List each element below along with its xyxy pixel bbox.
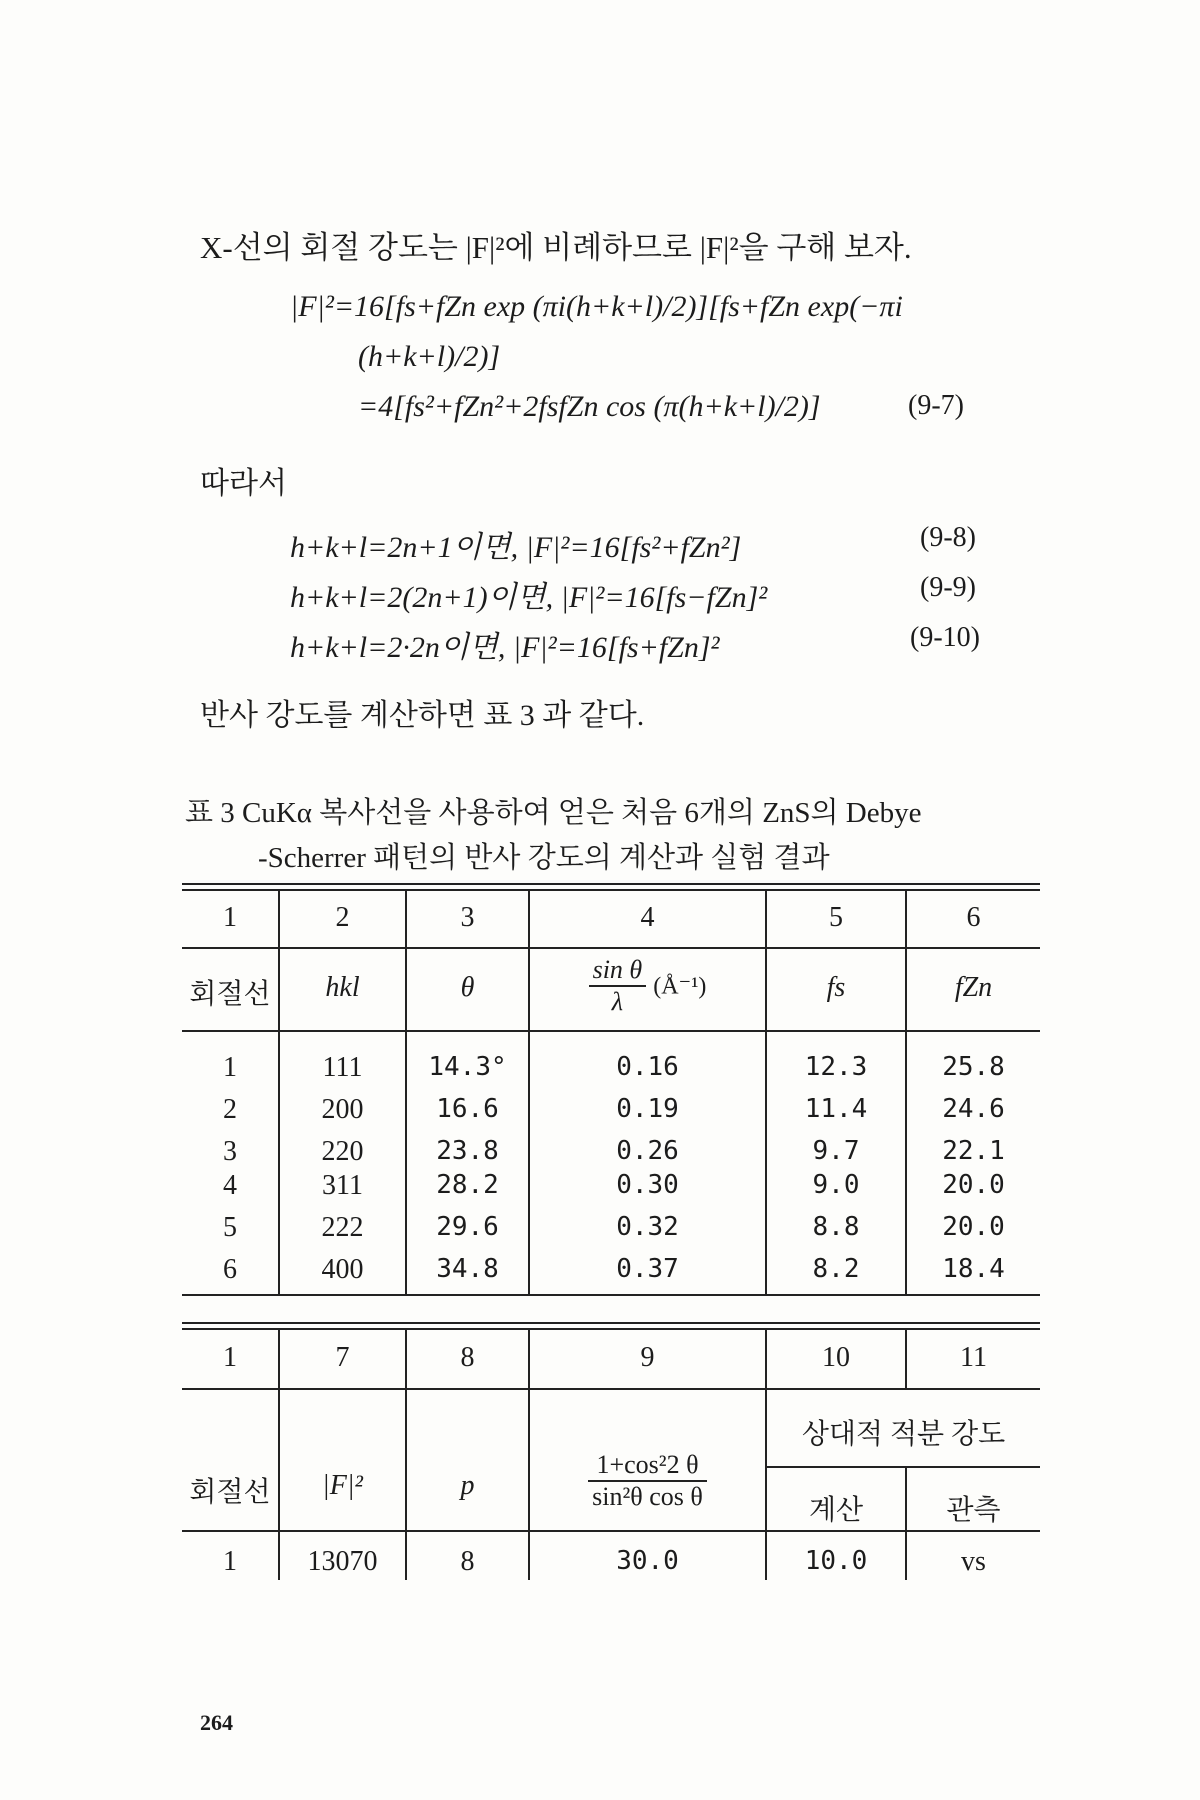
header-relative-integrated-intensity: 상대적 적분 강도 — [801, 1419, 1006, 1450]
table-1-cell: 11.4 — [804, 1094, 868, 1124]
intro-text: X-선의 회절 강도는 |F|²에 비례하므로 |F|²을 구해 보자. — [200, 230, 912, 265]
table-1-cell: 34.8 — [436, 1254, 499, 1284]
frac-numerator: 1+cos²2 θ — [588, 1450, 707, 1482]
table-1-cell: 0.19 — [616, 1094, 679, 1124]
table-1-cell: 25.8 — [942, 1052, 1005, 1082]
col-number: 6 — [966, 902, 981, 933]
table-2-cell: 30.0 — [616, 1546, 679, 1576]
table-2-cell: 1 — [223, 1546, 237, 1577]
frac-unit: (Å⁻¹) — [653, 973, 707, 1000]
table-1-cell: 28.2 — [436, 1170, 499, 1200]
col-number: 4 — [640, 902, 655, 933]
equation-number: (9-10) — [910, 622, 980, 653]
col-number: 8 — [460, 1342, 475, 1373]
table-1-cell: 311 — [322, 1170, 363, 1201]
equation-number-9-7: (9-7) — [908, 390, 964, 421]
therefore-text: 따라서 — [200, 467, 287, 500]
frac-denominator: λ — [611, 987, 624, 1016]
case-equation: h+k+l=2n+1이면, |F|²=16[fs²+fZn²] — [290, 531, 742, 564]
col-number: 11 — [960, 1342, 987, 1373]
table-1-cell: 18.4 — [942, 1254, 1005, 1284]
header-lorentz-polarization — [530, 1450, 765, 1512]
table-1-cell: 0.32 — [616, 1212, 679, 1242]
table-caption-line-1: 표 3 CuKα 복사선을 사용하여 얻은 처음 6개의 ZnS의 Debye — [185, 797, 922, 829]
equation-line-2: (h+k+l)/2)] — [358, 340, 501, 373]
table-2-cell: 13070 — [307, 1546, 378, 1577]
table-1-cell: 29.6 — [436, 1212, 499, 1242]
equation-number: (9-8) — [920, 522, 976, 553]
table-1-cell: 222 — [321, 1212, 364, 1243]
table-1-cell: 20.0 — [942, 1170, 1005, 1200]
table-2-cell: vs — [961, 1546, 986, 1577]
equation-line-1: |F|²=16[fs+fZn exp (πi(h+k+l)/2)][fs+fZn exp(−πi — [290, 290, 903, 323]
table-1-cell: 0.37 — [616, 1254, 679, 1284]
table-1-cell: 9.7 — [812, 1136, 860, 1166]
table-1-cell: 0.26 — [616, 1136, 679, 1166]
col-number: 1 — [223, 902, 237, 933]
table-1-cell: 400 — [321, 1254, 364, 1285]
page-number: 264 — [200, 1710, 233, 1735]
table-1-cell: 3 — [223, 1136, 237, 1167]
header-sin-theta-over-lambda — [530, 955, 765, 1017]
col-number: 1 — [223, 1342, 237, 1373]
col-number: 7 — [335, 1342, 350, 1373]
table-1-cell: 0.16 — [616, 1052, 679, 1082]
col-number: 9 — [640, 1342, 655, 1373]
col-number: 2 — [335, 902, 350, 933]
after-cases-text: 반사 강도를 계산하면 표 3 과 같다. — [200, 699, 645, 732]
header-hkl: hkl — [325, 972, 360, 1003]
table-1-cell: 8.8 — [812, 1212, 860, 1242]
table-1-cell: 20.0 — [942, 1212, 1005, 1242]
table-1-cell: 200 — [321, 1094, 364, 1125]
case-equation: h+k+l=2(2n+1)이면, |F|²=16[fs−fZn]² — [290, 581, 768, 614]
table-1-cell: 6 — [223, 1254, 237, 1285]
table-1-cell: 14.3° — [428, 1052, 507, 1082]
table-1-cell: 4 — [223, 1170, 237, 1201]
header-calculated: 계산 — [808, 1495, 864, 1526]
frac-denominator: sin²θ cos θ — [592, 1482, 703, 1511]
table-2-cell: 10.0 — [804, 1546, 868, 1576]
table-caption-line-2: -Scherrer 패턴의 반사 강도의 계산과 실험 결과 — [258, 842, 830, 874]
table-1-cell: 8.2 — [812, 1254, 860, 1284]
table-1-cell: 16.6 — [436, 1094, 499, 1124]
table-1-cell: 2 — [223, 1094, 237, 1125]
header-fs: fs — [826, 972, 846, 1003]
header-multiplicity: p — [460, 1470, 475, 1501]
table-1-cell: 9.0 — [812, 1170, 860, 1200]
equation-number: (9-9) — [920, 572, 976, 603]
table-1-cell: 111 — [322, 1052, 363, 1083]
col-number: 10 — [822, 1342, 850, 1373]
header-diffraction-line: 회절선 — [189, 1477, 271, 1508]
table-1-cell: 1 — [223, 1052, 237, 1083]
header-observed: 관측 — [946, 1495, 1001, 1526]
table-1-cell: 22.1 — [942, 1136, 1005, 1166]
header-theta: θ — [460, 972, 475, 1003]
header-fzn: fZn — [954, 972, 993, 1003]
table-1-cell: 0.30 — [616, 1170, 679, 1200]
col-number: 3 — [460, 902, 475, 933]
table-1-cell: 12.3 — [804, 1052, 868, 1082]
table-1-cell: 24.6 — [942, 1094, 1005, 1124]
header-f-squared: |F|² — [322, 1470, 363, 1501]
header-diffraction-line: 회절선 — [189, 979, 271, 1010]
col-number: 5 — [829, 902, 843, 933]
table-2-cell: 8 — [460, 1546, 475, 1577]
equation-line-3: =4[fs²+fZn²+2fsfZn cos (π(h+k+l)/2)] — [358, 390, 821, 423]
case-equation: h+k+l=2·2n이면, |F|²=16[fs+fZn]² — [290, 631, 720, 664]
table-1-cell: 5 — [223, 1212, 237, 1243]
frac-numerator: sin θ — [589, 955, 647, 987]
table-1-cell: 23.8 — [436, 1136, 499, 1166]
table-1-cell: 220 — [321, 1136, 364, 1167]
